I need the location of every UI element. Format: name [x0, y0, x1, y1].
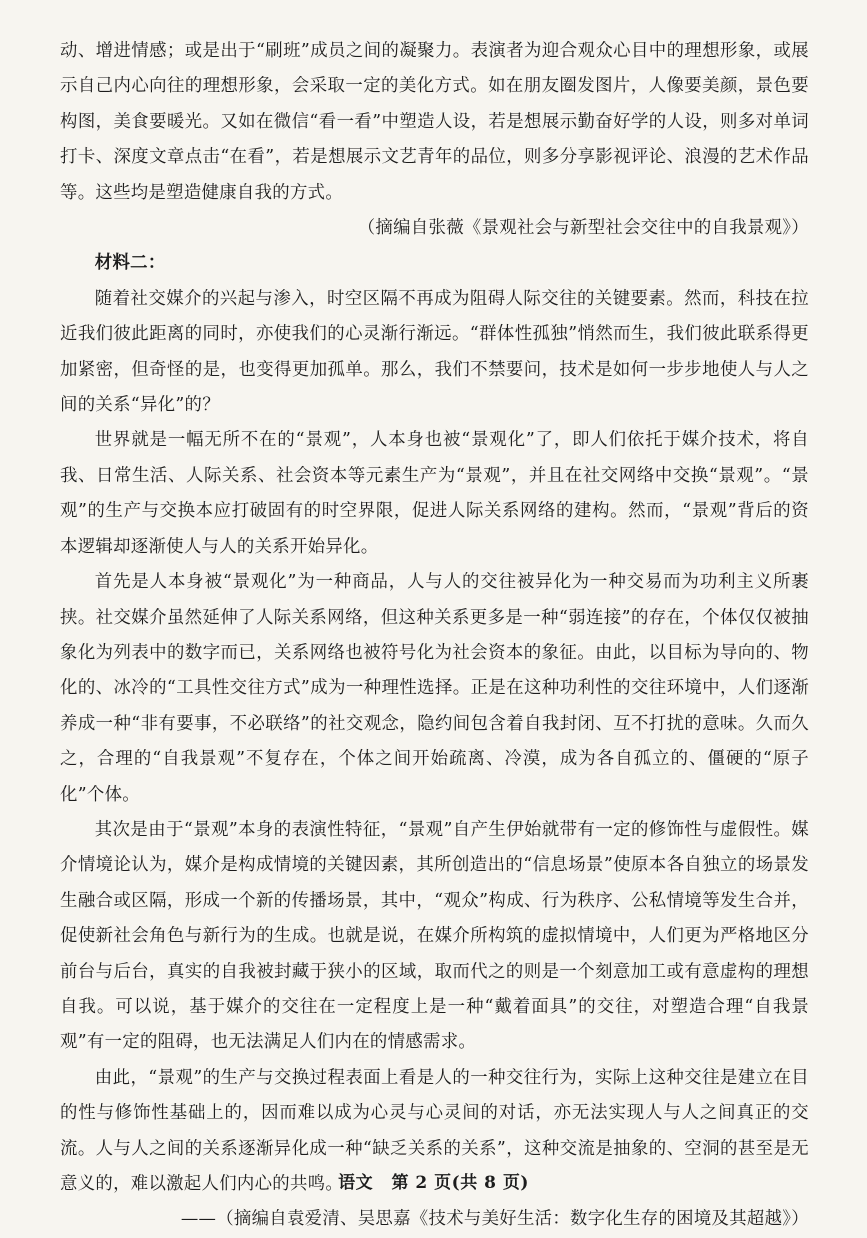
paragraph-material-2-3: 首先是人本身被“景观化”为一种商品，人与人的交往被异化为一种交易而为功利主义所裹挟。社交媒介虽然延伸了人际关系网络，但这种关系更多是一种“弱连接”的存在，个体仅仅被抽象化为列表中的数字而已，关系网络也被符号化为社会资本的象征。由此，以目标为导向的、物化的、冰冷的“工具性交往方式”成为一种理性选择。正是在这种功利性的交往环境中，人们逐渐养成一种“非有要事，不必联络”的社交观念，隐约间包含着自我封闭、互不打扰的意味。久而久之，合理的“自我景观”不复存在，个体之间开始疏离、冷漠，成为各自孤立的、僵硬的“原子化”个体。	[60, 572, 809, 805]
paragraph-material-2-4: 其次是由于“景观”本身的表演性特征，“景观”自产生伊始就带有一定的修饰性与虚假性。媒介情境论认为，媒介是构成情境的关键因素，其所创造出的“信息场景”使原本各自独立的场景发生融合或区隔，形成一个新的传播场景，其中，“观众”构成、行为秩序、公私情境等发生合并，促使新社会角色与新行为的生成。也就是说，在媒介所构筑的虚拟情境中，人们更为严格地区分前台与后台，真实的自我被封藏于狭小的区域，取而代之的则是一个刻意加工或有意虚构的理想自我。可以说，基于媒介的交往在一定程度上是一种“戴着面具”的交往，对塑造合理“自我景观”有一定的阻碍，也无法满足人们内在的情感需求。	[60, 819, 809, 1053]
page-footer	[0, 1168, 867, 1193]
footer-page-number: 第 2 页(共 8 页)	[391, 1173, 529, 1193]
paragraph-material-2-2: 世界就是一幅无所不在的“景观”，人本身也被“景观化”了，即人们依托于媒介技术，将自我、日常生活、人际关系、社会资本等元素生产为“景观”，并且在社交网络中交换“景观”。“景观”的生产与交换本应打破固有的时空界限，促进人际关系网络的建构。然而，“景观”背后的资本逻辑却逐渐使人与人的关系开始异化。	[60, 430, 809, 557]
source-citation-2: ——（摘编自袁爱清、吴思嘉《技术与美好生活：数字化生存的困境及其超越》）	[180, 1209, 809, 1230]
footer-subject: 语文	[338, 1173, 374, 1193]
paragraph-material-2-5: 由此，“景观”的生产与交换过程表面上看是人的一种交往行为，实际上这种交往是建立在目的性与修饰性基础上的，因而难以成为心灵与心灵间的对话，亦无法实现人与人之间真正的交流。人与人之间的关系逐渐异化成一种“缺乏关系的关系”，这种交流是抽象的、空洞的甚至是无意义的，难以激起人们内心的共鸣。	[60, 1067, 809, 1194]
paragraph-continued: 动、增进情感；或是出于“刷班”成员之间的凝聚力。表演者为迎合观众心目中的理想形象，或展示自己内心向往的理想形象，会采取一定的美化方式。如在朋友圈发图片，人像要美颜，景色要构图，美食要暖光。又如在微信“看一看”中塑造人设，若是想展示勤奋好学的人设，则多对单词打卡、深度文章点击“在看”，若是想展示文艺青年的品位，则多分享影视评论、浪漫的艺术作品等。这些均是塑造健康自我的方式。	[60, 41, 809, 203]
paragraph-material-2-1: 随着社交媒介的兴起与渗入，时空区隔不再成为阻碍人际交往的关键要素。然而，科技在拉近我们彼此距离的同时，亦使我们的心灵渐行渐远。“群体性孤独”悄然而生，我们彼此联系得更加紧密，但奇怪的是，也变得更加孤单。那么，我们不禁要问，技术是如何一步步地使人与人之间的关系“异化”的？	[60, 288, 809, 416]
source-citation-1: （摘编自张薇《景观社会与新型社会交往中的自我景观》）	[357, 218, 809, 239]
material-two-heading: 材料二：	[94, 253, 166, 274]
